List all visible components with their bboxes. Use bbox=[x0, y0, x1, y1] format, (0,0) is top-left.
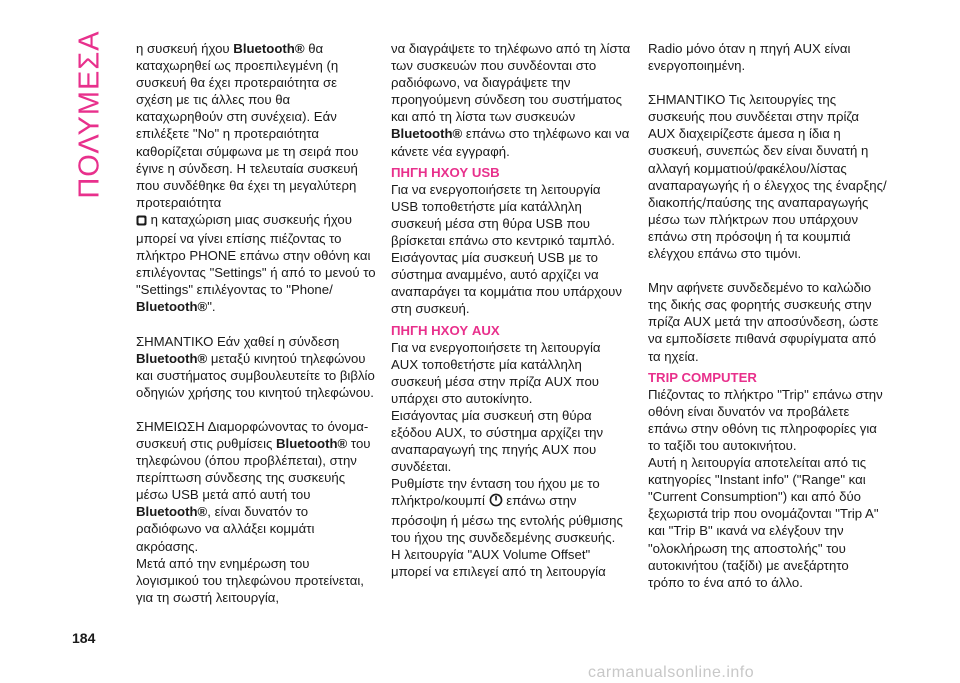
paragraph-with-icon: Ρυθμίστε την ένταση του ήχου με το πλήκτρο/κουμπί επάνω στην πρόσοψη ή μέσω της εντολής ρύθμισης του ήχου της συνδεδεμένης συσκευής. bbox=[391, 476, 623, 545]
paragraph: ΣΗΜΕΙΩΣΗ Διαμορφώνοντας το όνομα-συσκευή στις ρυθμίσεις Bluetooth® του τηλεφώνου (όπου προβλέπεται), στην περίπτωση σύνδεσης της συσκευής μέσω USB μετά από αυτή του Bluetooth®, είναι δυνατόν το ραδιόφωνο να αλλάξει κομμάτι ακρόασης. bbox=[136, 418, 371, 554]
heading-aux: ΠΗΓΗ ΗΧΟΥ AUX bbox=[391, 322, 500, 338]
heading-usb: ΠΗΓΗ ΗΧΟΥ USB bbox=[391, 164, 500, 180]
section-title-text: ΠΟΛΥΜΕΣΑ bbox=[73, 29, 106, 199]
paragraph: Αυτή η λειτουργία αποτελείται από τις κατηγορίες "Instant info" ("Range" και "Current Consumption") και από δύο ξεχωριστά trip που ονομάζονται "Trip A" και "Trip B" ικανά να ελέγξουν την "ολοκλήρωση της αποστολής" του αυτοκινήτου (ταξίδι) με ανεξάρτητο τρόπο το ένα από το άλλο. bbox=[648, 455, 879, 590]
paragraph-with-icon: η καταχώριση μιας συσκευής ήχου μπορεί να γίνει επίσης πιέζοντας το πλήκτρο PHONE επάνω στην οθόνη και επιλέγοντας "Settings" ή από το μενού το "Settings" επιλέγοντας το "Phone/ Bluetooth®". bbox=[136, 211, 376, 315]
checkbox-icon bbox=[136, 213, 147, 230]
paragraph: ΣΗΜΑΝΤΙΚΟ Τις λειτουργίες της συσκευής που συνδέεται στην πρίζα AUX διαχειρίζεστε άμεσα η ίδια η συσκευή, συνεπώς δεν είναι δυνατή η αλλαγή κομματιού/φακέλου/λίστας αναπαραγωγής ή ο έλεγχος της έναρξης/διακοπής/παύσης της αναπαραγωγής μέσω των πλήκτρων που υπάρχουν επάνω στη πρόσοψη ή τα κουμπιά ελέγχου επάνω στο τιμόνι. bbox=[648, 92, 887, 262]
text-column-2 bbox=[391, 40, 631, 580]
paragraph: Πιέζοντας το πλήκτρο "Trip" επάνω στην οθόνη είναι δυνατόν να προβάλετε επάνω στην οθόνη τις πληροφορίες για το ταξίδι του αυτοκινήτου. bbox=[648, 386, 883, 453]
section-title bbox=[70, 29, 110, 199]
text-column-3 bbox=[648, 40, 888, 591]
paragraph: Μετά από την ενημέρωση του λογισμικού του τηλεφώνου προτείνεται, για τη σωστή λειτουργία, bbox=[136, 555, 364, 605]
text-column-1 bbox=[136, 40, 376, 606]
paragraph: Για να ενεργοποιήσετε τη λειτουργία USB τοποθετήστε μία κατάλληλη συσκευή μέσα στη θύρα USB που βρίσκεται επάνω στο κεντρικό ταμπλό. bbox=[391, 181, 615, 249]
paragraph: να διαγράψετε το τηλέφωνο από τη λίστα των συσκευών που συνδέονται στο ραδιόφωνο, να διαγράψετε την προηγούμενη σύνδεση του συστήματος και από τη λίστα των συσκευών Bluetooth® επάνω στο τηλέφωνο και να κάνετε νέα εγγραφή. bbox=[391, 41, 631, 159]
paragraph: Για να ενεργοποιήσετε τη λειτουργία AUX τοποθετήστε μία κατάλληλη συσκευή μέσα στην πρίζα AUX που υπάρχει στο αυτοκίνητο. bbox=[391, 339, 601, 406]
paragraph: Μην αφήνετε συνδεδεμένο το καλώδιο της δικής σας φορητής συσκευής στην πρίζα AUX μετά την αποσύνδεση, ώστε να εμποδίσετε πιθανά σφυρίγματα από τα ηχεία. bbox=[648, 280, 879, 364]
paragraph: η συσκευή ήχου Bluetooth® θα καταχωρηθεί ως προεπιλεγμένη (η συσκευή θα έχει προτεραιότητα σε σχέση με τις άλλες που θα καταχωρηθούν στη συνέχεια). Εάν επιλέξετε "No" η προτεραιότητα καθορίζεται σύμφωνα με τη σειρά που έγινε η σύνδεση. Η τελευταία συσκευή που συνδέθηκε θα έχει τη μεγαλύτερη προτεραιότητα bbox=[136, 41, 359, 210]
heading-trip-computer: TRIP COMPUTER bbox=[648, 369, 757, 385]
page-number: 184 bbox=[72, 630, 96, 646]
power-knob-icon bbox=[489, 493, 503, 511]
paragraph: ΣΗΜΑΝΤΙΚΟ Εάν χαθεί η σύνδεση Bluetooth® μεταξύ κινητού τηλεφώνου και συστήματος συμβουλευτείτε το βιβλίο οδηγιών χρήσης του κινητού τηλεφώνου. bbox=[136, 333, 375, 400]
watermark: carmanualsonline.info bbox=[588, 664, 755, 681]
paragraph: Εισάγοντας μία συσκευή USB με το σύστημα αναμμένο, αυτό αρχίζει να αναπαράγει τα κομμάτια που υπάρχουν στη συσκευή. bbox=[391, 250, 622, 317]
paragraph: Radio μόνο όταν η πηγή AUX είναι ενεργοποιημένη. bbox=[648, 41, 851, 74]
paragraph: Εισάγοντας μία συσκευή στη θύρα εξόδου AUX, το σύστημα αρχίζει την αναπαραγωγή της πηγής AUX που συνδέεται. bbox=[391, 407, 604, 475]
paragraph: Η λειτουργία "AUX Volume Offset" μπορεί να επιλεγεί από τη λειτουργία bbox=[391, 546, 606, 579]
